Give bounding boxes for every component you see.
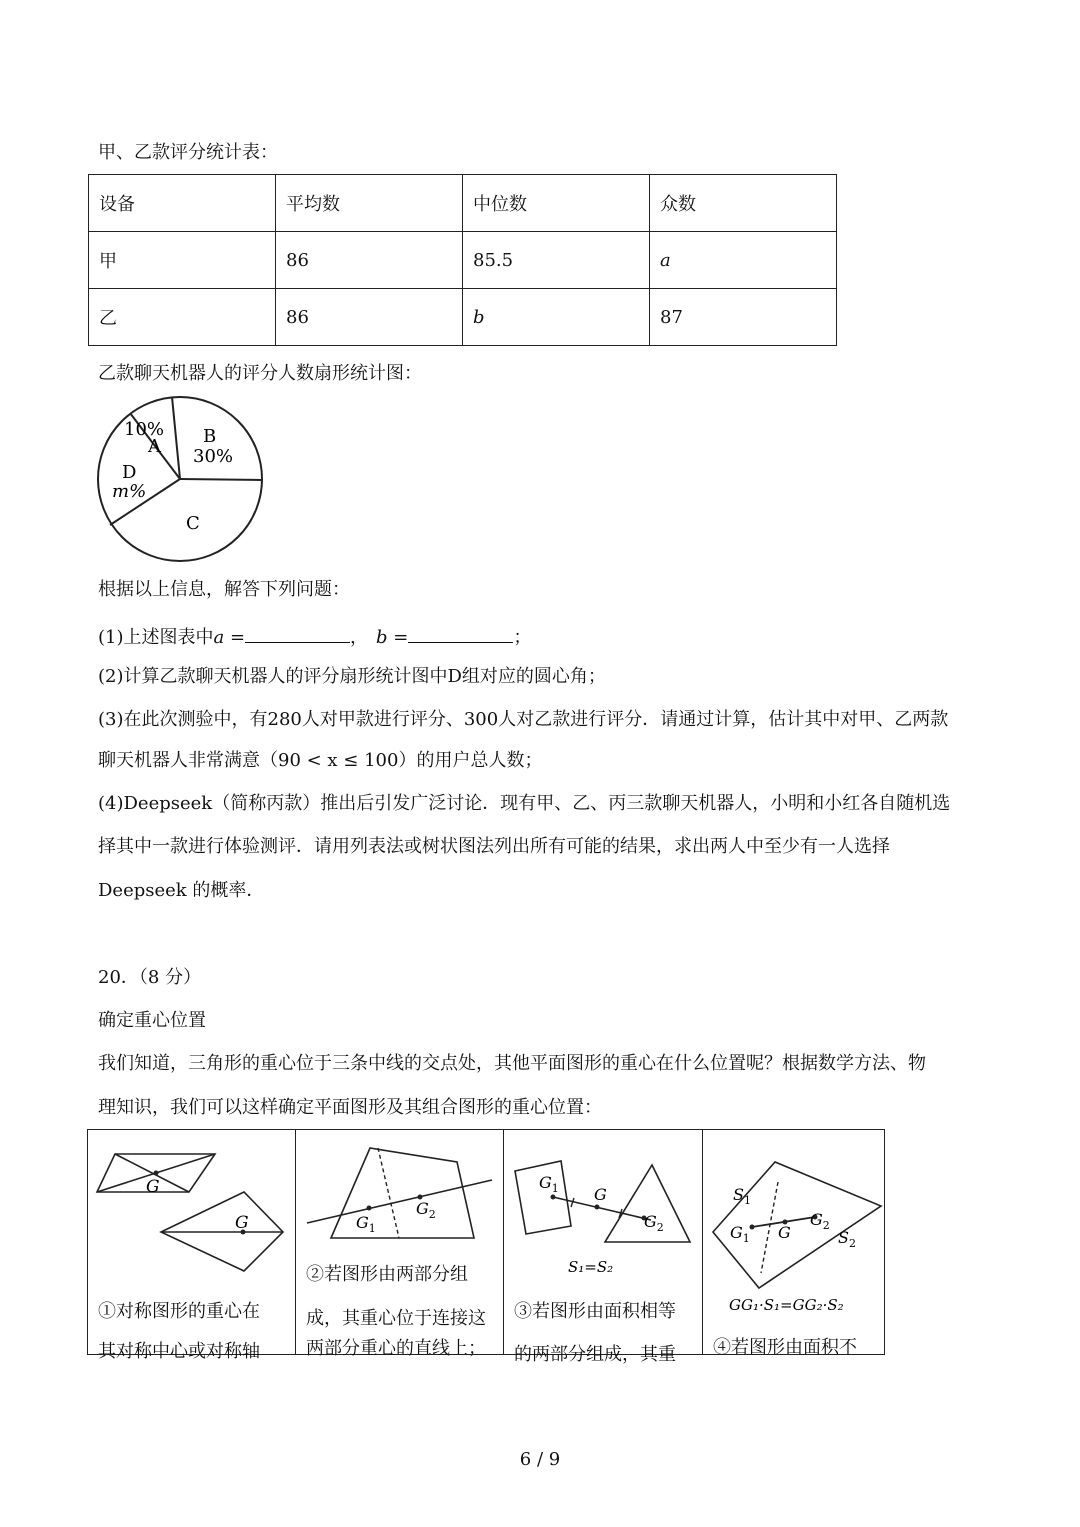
var-a: a xyxy=(213,627,225,648)
svg-text:G2 xyxy=(416,1199,436,1221)
label-s2-subscript: 2 xyxy=(848,1237,856,1250)
label-g2-subscript: 2 xyxy=(656,1221,664,1234)
stats-table-title: 甲、乙款评分统计表： xyxy=(98,142,278,163)
question-3-line-1: (3)在此次测验中，有280人对甲款进行评分、300人对乙款进行评分．请通过计算，估计其中对甲、乙两款 xyxy=(98,709,949,730)
equals-sign: = xyxy=(224,627,246,648)
question-3-line-2: 聊天机器人非常满意（90 < x ≤ 100）的用户总人数； xyxy=(98,750,543,771)
centroid-cell-3 xyxy=(504,1130,703,1365)
table-row xyxy=(89,232,837,289)
question-4-line-1: (4)Deepseek（简称丙款）推出后引发广泛讨论．现有甲、乙、丙三款聊天机器人，小明和小红各自随机选 xyxy=(98,793,951,814)
cell-2-line-3: 两部分重心的直线上； xyxy=(306,1338,486,1359)
var-b: b xyxy=(376,627,388,648)
answer-blank-a[interactable] xyxy=(245,622,350,643)
table-header-cell: 中位数 xyxy=(463,175,650,232)
table-cell: 85.5 xyxy=(463,232,650,289)
label-g2: G xyxy=(416,1199,429,1218)
pie-chart xyxy=(92,394,272,564)
problem-20-line-1: 我们知道，三角形的重心位于三条中线的交点处，其他平面图形的重心在什么位置呢？根据数学方法、物 xyxy=(98,1053,926,1074)
question-4-line-2: 择其中一款进行体验测评．请用列表法或树状图法列出所有可能的结果，求出两人中至少有一人选择 xyxy=(98,836,890,857)
svg-text:S1 xyxy=(733,1185,751,1207)
svg-text:G1 xyxy=(730,1223,750,1245)
stats-table xyxy=(88,174,837,346)
label-g1: G xyxy=(730,1223,743,1242)
label-g: G xyxy=(235,1213,249,1233)
cell-2-line-2: 成，其重心位于连接这 xyxy=(306,1308,486,1329)
svg-text:G2 xyxy=(810,1210,830,1232)
symmetric-figures-diagram xyxy=(88,1130,296,1280)
table-cell: a xyxy=(650,232,837,289)
pie-chart-title: 乙款聊天机器人的评分人数扇形统计图： xyxy=(98,363,422,384)
table-cell: b xyxy=(463,289,650,346)
answer-blank-b[interactable] xyxy=(408,622,513,643)
svg-text:S2 xyxy=(838,1228,856,1250)
pie-label-b-pct: 30% xyxy=(193,446,234,467)
table-cell: 甲 xyxy=(89,232,276,289)
label-g: G xyxy=(778,1223,791,1242)
centroid-cell-2 xyxy=(296,1130,504,1359)
pie-divider xyxy=(180,479,262,480)
cell-1-line-2: 其对称中心或对称轴 xyxy=(98,1341,260,1362)
problem-20-line-2: 理知识，我们可以这样确定平面图形及其组合图形的重心位置： xyxy=(98,1097,602,1118)
equal-area-figure-diagram xyxy=(504,1130,703,1280)
centroid-table xyxy=(87,1129,885,1365)
question-4-line-3: Deepseek 的概率． xyxy=(98,880,265,901)
table-header-cell: 设备 xyxy=(89,175,276,232)
unequal-area-figure-diagram xyxy=(703,1130,885,1320)
table-header-cell: 平均数 xyxy=(276,175,463,232)
pie-label-a-pct: 10% xyxy=(124,419,165,440)
cell-3-line-2: 的两部分组成，其重 xyxy=(514,1344,676,1365)
table-row xyxy=(89,289,837,346)
question-1 xyxy=(98,622,531,650)
table-cell: 87 xyxy=(650,289,837,346)
svg-text:G1 xyxy=(539,1173,559,1195)
cell-4-line-1: ④若图形由面积不 xyxy=(713,1337,857,1358)
pie-divider xyxy=(172,397,180,479)
label-g1-subscript: 1 xyxy=(551,1182,559,1195)
label-g2: G xyxy=(644,1212,657,1231)
semicolon: ； xyxy=(513,627,532,648)
table-header-cell: 众数 xyxy=(650,175,837,232)
pie-label-d: D xyxy=(122,462,137,483)
svg-text:G1 xyxy=(356,1213,376,1235)
question-intro: 根据以上信息，解答下列问题： xyxy=(98,579,350,600)
problem-20-title: 确定重心位置 xyxy=(98,1010,206,1031)
table-cell: 86 xyxy=(276,232,463,289)
cell-3-line-1: ③若图形由面积相等 xyxy=(514,1301,676,1322)
table-cell: 86 xyxy=(276,289,463,346)
pie-label-d-pct: m% xyxy=(112,481,147,502)
label-s1: S xyxy=(733,1185,744,1204)
table-header-row xyxy=(89,175,837,232)
label-g1-subscript: 1 xyxy=(368,1222,376,1235)
svg-text:G2 xyxy=(644,1212,664,1234)
pie-label-c: C xyxy=(186,513,200,534)
label-g: G xyxy=(594,1185,607,1204)
question-1-prefix: (1)上述图表中 xyxy=(98,627,214,648)
label-g2-subscript: 2 xyxy=(822,1219,830,1232)
table-row xyxy=(88,1130,885,1355)
label-g2: G xyxy=(810,1210,823,1229)
table-cell: 乙 xyxy=(89,289,276,346)
equals-sign: = xyxy=(387,627,409,648)
cell-1-line-1: ①对称图形的重心在 xyxy=(98,1301,260,1322)
cell-2-line-1: ②若图形由两部分组 xyxy=(306,1264,468,1285)
page-number: 6 / 9 xyxy=(519,1449,561,1470)
two-part-figure-diagram xyxy=(296,1130,504,1260)
pie-label-a: A xyxy=(148,436,161,457)
label-s2: S xyxy=(838,1228,849,1247)
centroid-cell-4 xyxy=(703,1130,885,1358)
problem-20-header: 20．（8 分） xyxy=(98,967,202,988)
label-g: G xyxy=(146,1177,160,1197)
pie-label-b: B xyxy=(203,426,217,447)
label-g1-subscript: 1 xyxy=(742,1232,750,1245)
comma: ， xyxy=(350,627,369,648)
label-g1: G xyxy=(539,1173,552,1192)
label-s1-subscript: 1 xyxy=(743,1194,751,1207)
equal-area-equation: S₁=S₂ xyxy=(568,1258,614,1276)
moment-equation: GG₁·S₁=GG₂·S₂ xyxy=(729,1296,844,1314)
question-2: (2)计算乙款聊天机器人的评分扇形统计图中D组对应的圆心角； xyxy=(98,666,606,687)
label-g1: G xyxy=(356,1213,369,1232)
label-g2-subscript: 2 xyxy=(428,1208,436,1221)
centroid-cell-1 xyxy=(88,1130,296,1362)
